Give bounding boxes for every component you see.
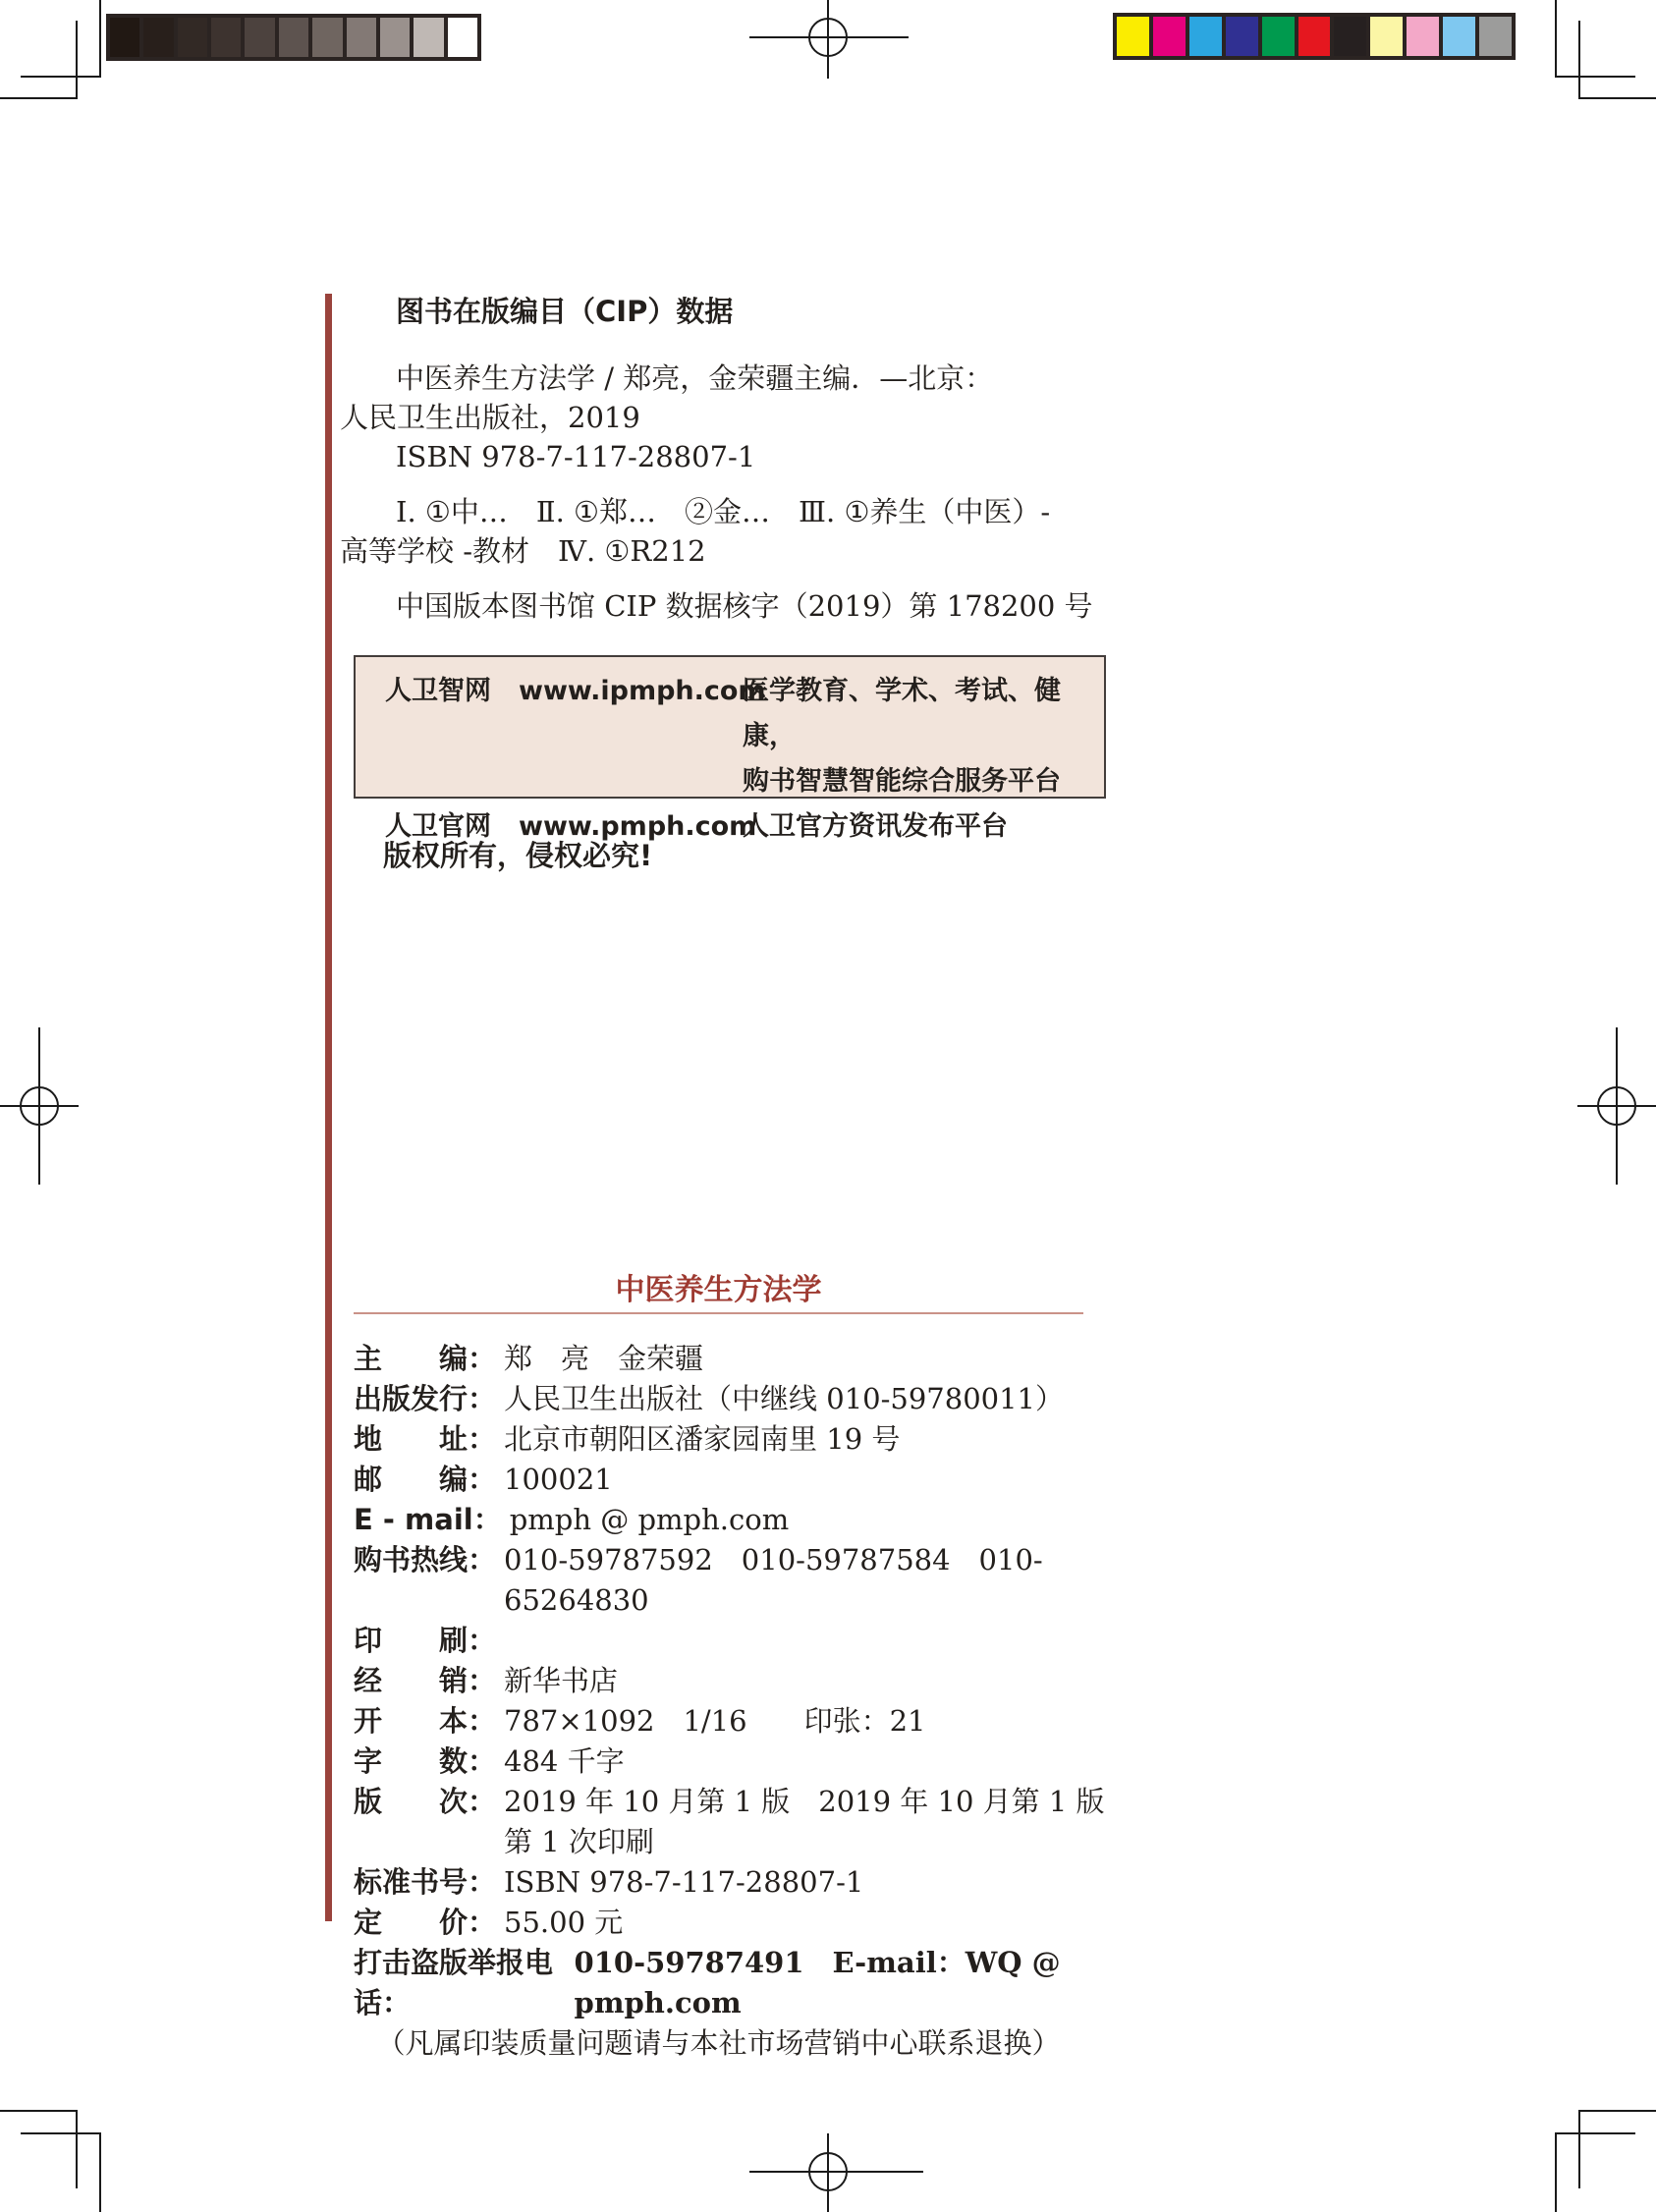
calibration-swatch: [1153, 17, 1186, 56]
platform-name: 人卫官网: [385, 811, 491, 842]
crop-mark-line: [1578, 2110, 1580, 2188]
cip-data-block: [340, 292, 1098, 626]
row-label: 标准书号: [354, 1865, 469, 1899]
row-colon: ：: [468, 1704, 497, 1738]
calibration-swatch: [211, 18, 241, 57]
registration-circle: [808, 2152, 848, 2191]
calibration-swatch: [347, 18, 376, 57]
row-label: 购书热线: [354, 1543, 469, 1576]
row-colon: ：: [468, 1865, 497, 1899]
colophon-row: [354, 1540, 1130, 1621]
anti-piracy-row: [354, 1943, 1130, 2023]
row-label: 定 价: [354, 1906, 469, 1939]
row-value: 100021: [504, 1463, 613, 1496]
calibration-swatch: [143, 18, 173, 57]
colophon-row: [354, 1460, 1130, 1500]
row-value: pmph @ pmph.com: [509, 1503, 790, 1536]
crop-mark-line: [99, 0, 101, 78]
row-label: 印 刷: [354, 1624, 469, 1657]
calibration-swatch: [279, 18, 308, 57]
calibration-swatch: [448, 18, 477, 57]
platform-desc: 人卫官方资讯发布平台: [743, 811, 1008, 842]
calibration-swatch: [1407, 17, 1439, 56]
spacer: [340, 571, 1098, 586]
row-label: 出版发行: [354, 1382, 469, 1415]
row-label: 经 销: [354, 1664, 469, 1697]
row-value: 人民卫生出版社（中继线 010-59780011）: [504, 1382, 1065, 1415]
row-colon: ：: [468, 1543, 497, 1576]
colophon-rows: [354, 1339, 1130, 2064]
colophon-row: [354, 1782, 1130, 1862]
registration-circle: [20, 1086, 59, 1126]
calibration-swatch: [245, 18, 274, 57]
colophon-row: [354, 1661, 1130, 1701]
cip-record-number: 中国版本图书馆 CIP 数据核字（2019）第 178200 号: [396, 589, 1093, 623]
row-value: 484 千字: [504, 1744, 625, 1778]
row-value: 郑 亮 金荣疆: [504, 1342, 704, 1375]
calibration-swatch: [1479, 17, 1512, 56]
row-label: 版 次: [354, 1785, 469, 1818]
crop-mark-line: [21, 76, 101, 78]
row-colon: ：: [468, 1624, 497, 1657]
cip-heading: 图书在版编目（CIP）数据: [396, 295, 734, 328]
crop-mark-line: [1578, 21, 1580, 99]
publisher-platform-box: [354, 655, 1106, 842]
calibration-swatch: [1226, 17, 1258, 56]
anti-piracy-value: 010-59787491 E-mail：WQ @ pmph.com: [574, 1946, 1061, 2019]
row-colon: ：: [468, 1906, 497, 1939]
calibration-swatch: [1298, 17, 1331, 56]
colophon-row: [354, 1379, 1130, 1419]
platform-name: 人卫智网: [385, 676, 491, 706]
row-label: 邮 编: [354, 1463, 469, 1496]
platform-desc: 购书智慧智能综合服务平台: [743, 766, 1061, 797]
platform-url: www.ipmph.com: [519, 676, 766, 706]
calibration-swatch: [312, 18, 342, 57]
platform-desc: 医学教育、学术、考试、健康，: [743, 676, 1061, 751]
calibration-swatch: [110, 18, 139, 57]
colophon-row: [354, 1701, 1130, 1742]
calibration-swatch: [414, 18, 443, 57]
cip-line: 高等学校 -教材 Ⅳ. ①R212: [340, 534, 706, 568]
colophon-row: [354, 1862, 1130, 1903]
calibration-swatch: [1117, 17, 1149, 56]
cip-line: ISBN 978-7-117-28807-1: [396, 440, 756, 473]
colophon-row: [354, 1339, 1130, 1379]
title-divider: [354, 1312, 1083, 1314]
anti-piracy-label: 打击盗版举报电话：: [354, 1946, 554, 2019]
calibration-swatch: [1370, 17, 1403, 56]
crop-mark-line: [1555, 2132, 1635, 2134]
platform-url: www.pmph.com: [519, 811, 757, 842]
colophon-row: [354, 1621, 1130, 1661]
row-colon: ：: [468, 1422, 497, 1456]
quality-return-note: （凡属印装质量问题请与本社市场营销中心联系退换）: [376, 2026, 1061, 2060]
red-spine-rule: [325, 294, 332, 1921]
book-title: 中医养生方法学: [615, 1273, 822, 1307]
row-label: E - mail: [354, 1503, 473, 1536]
copyright-notice: 版权所有，侵权必究!: [383, 839, 653, 872]
row-colon: ：: [468, 1382, 497, 1415]
color-calibration-bar: [1113, 13, 1516, 60]
row-value: [496, 1621, 504, 1661]
row-colon: ：: [468, 1664, 497, 1697]
calibration-swatch: [1262, 17, 1295, 56]
cip-line: 中医养生方法学 / 郑亮，金荣疆主编．—北京：: [396, 361, 994, 395]
row-colon: ：: [468, 1785, 497, 1818]
row-value: 010-59787592 010-59787584 010-65264830: [504, 1543, 1043, 1617]
cip-line: 人民卫生出版社，2019: [340, 401, 640, 434]
colophon-row: [354, 1419, 1130, 1460]
calibration-swatch: [1189, 17, 1222, 56]
crop-mark-line: [99, 2132, 101, 2212]
crop-mark-line: [1555, 2132, 1557, 2212]
crop-mark-line: [1579, 97, 1656, 99]
row-value: 2019 年 10 月第 1 版 2019 年 10 月第 1 版第 1 次印刷: [504, 1785, 1105, 1858]
calibration-swatch: [178, 18, 207, 57]
crop-mark-line: [76, 2110, 78, 2188]
row-value: 新华书店: [504, 1664, 619, 1697]
spacer: [340, 476, 1098, 492]
registration-circle: [1597, 1086, 1636, 1126]
grayscale-calibration-bar: [106, 14, 481, 61]
row-value: 55.00 元: [504, 1906, 624, 1939]
row-colon: ：: [468, 1463, 497, 1496]
row-label: 开 本: [354, 1704, 469, 1738]
crop-mark-line: [0, 2110, 78, 2112]
crop-mark-line: [0, 97, 78, 99]
colophon-row: [354, 1742, 1130, 1782]
crop-mark-line: [76, 21, 78, 99]
row-value: 787×1092 1/16 印张：21: [504, 1704, 926, 1738]
crop-mark-line: [1555, 0, 1557, 78]
row-colon: ：: [468, 1744, 497, 1778]
registration-circle: [808, 18, 848, 57]
row-colon: ：: [472, 1503, 502, 1536]
row-value: ISBN 978-7-117-28807-1: [504, 1865, 864, 1899]
colophon-row: [354, 1500, 1130, 1540]
cip-line: Ⅰ. ①中… Ⅱ. ①郑… ②金… Ⅲ. ①养生（中医）-: [396, 495, 1051, 528]
row-label: 地 址: [354, 1422, 469, 1456]
row-value: 北京市朝阳区潘家园南里 19 号: [504, 1422, 901, 1456]
row-label: 主 编: [354, 1342, 469, 1375]
calibration-swatch: [1443, 17, 1475, 56]
platform-url-empty: [519, 759, 743, 804]
platform-name-empty: [385, 759, 519, 804]
colophon-row: [354, 1903, 1130, 1943]
crop-mark-line: [1555, 76, 1635, 78]
crop-mark-line: [21, 2132, 101, 2134]
calibration-swatch: [380, 18, 410, 57]
crop-mark-line: [1579, 2110, 1656, 2112]
calibration-swatch: [1334, 17, 1366, 56]
row-colon: ：: [468, 1342, 497, 1375]
row-label: 字 数: [354, 1744, 469, 1778]
